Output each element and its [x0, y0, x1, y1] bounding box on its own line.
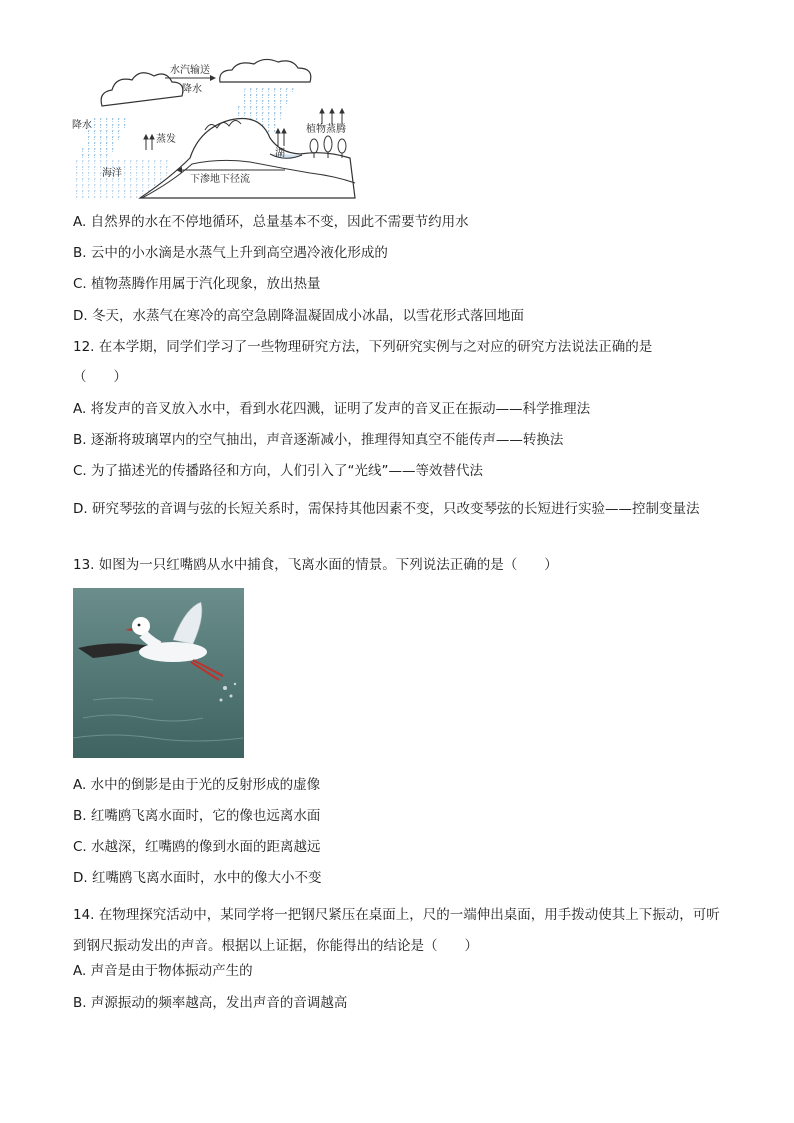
q12-option-b: B. 逐渐将玻璃罩内的空气抽出，声音逐渐减小，推理得知真空不能传声——转换法	[73, 432, 564, 448]
lake-arrows	[276, 129, 286, 146]
water-cycle-diagram	[70, 58, 360, 203]
q12-stem: 12. 在本学期，同学们学习了一些物理研究方法，下列研究实例与之对应的研究方法说法正确的是	[73, 339, 653, 355]
q11-option-a: A. 自然界的水在不停地循环，总量基本不变，因此不需要节约用水	[73, 214, 469, 230]
q14-stem: 14. 在物理探究活动中，某同学将一把钢尺紧压在桌面上，尺的一端伸出桌面，用手拨动使其上下振动，可听到钢尺振动发出的声音。根据以上证据，你能得出的结论是（ ）	[73, 907, 720, 954]
evaporation-arrows	[144, 135, 154, 150]
q12-option-c: C. 为了描述光的传播路径和方向，人们引入了“光线”——等效替代法	[73, 463, 483, 479]
q14-option-a: A. 声音是由于物体振动产生的	[73, 963, 253, 979]
q12-option-a: A. 将发声的音叉放入水中，看到水花四溅，证明了发声的音叉正在振动——科学推理法	[73, 401, 591, 417]
transpiration-arrows	[320, 109, 344, 124]
label-groundwater: 下渗地下径流	[190, 174, 250, 185]
q11-option-c: C. 植物蒸腾作用属于汽化现象，放出热量	[73, 276, 321, 292]
label-transpiration: 植物蒸腾	[306, 124, 346, 135]
q13-option-c: C. 水越深，红嘴鸥的像到水面的距离越远	[73, 839, 321, 855]
q11-option-d: D. 冬天，水蒸气在寒冷的高空急剧降温凝固成小冰晶，以雪花形式落回地面	[73, 308, 524, 324]
q13-stem: 13. 如图为一只红嘴鸥从水中捕食，飞离水面的情景。下列说法正确的是（ ）	[73, 557, 558, 573]
cloud-right	[220, 59, 311, 82]
q13-option-b: B. 红嘴鸥飞离水面时，它的像也远离水面	[73, 808, 321, 824]
gull-photo	[73, 588, 244, 758]
label-vapor-transport: 水汽输送	[170, 65, 210, 76]
q14-option-b: B. 声源振动的频率越高，发出声音的音调越高	[73, 995, 348, 1011]
q13-option-a: A. 水中的倒影是由于光的反射形成的虚像	[73, 777, 321, 793]
label-precip-top: 降水	[182, 84, 202, 95]
q11-option-b: B. 云中的小水滴是水蒸气上升到高空遇冷液化形成的	[73, 245, 388, 261]
q13-option-d: D. 红嘴鸥飞离水面时，水中的像大小不变	[73, 870, 322, 886]
label-precip-left: 降水	[72, 120, 92, 131]
label-ocean: 海洋	[102, 168, 122, 179]
label-lake: 湖	[275, 148, 285, 159]
q12-option-d: D. 研究琴弦的音调与弦的长短关系时，需保持其他因素不变，只改变琴弦的长短进行实验——控制变量法	[73, 501, 700, 517]
q12-bracket: （ ）	[73, 369, 127, 385]
label-evaporation: 蒸发	[156, 134, 176, 145]
